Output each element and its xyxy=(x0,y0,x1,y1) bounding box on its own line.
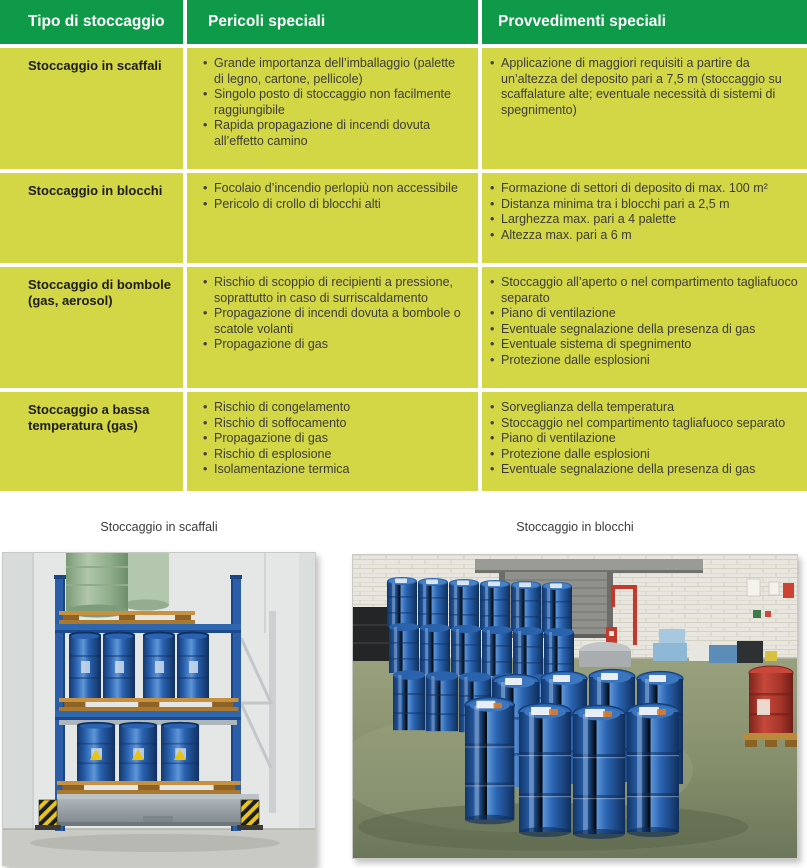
bullet-icon: • xyxy=(490,227,495,242)
bullet-icon: • xyxy=(490,352,495,367)
bullet-icon: • xyxy=(203,275,208,289)
bullet-icon: • xyxy=(203,400,208,414)
lower-drums xyxy=(77,722,199,781)
bullet-icon: • xyxy=(203,462,208,476)
bullet-text: Stoccaggio nel compartimento tagliafuoco separato xyxy=(501,415,786,430)
bullet-text: Protezione dalle esplosioni xyxy=(501,446,650,461)
bullet-icon: • xyxy=(203,431,208,445)
bullet-icon: • xyxy=(490,337,495,351)
bullet-text: Stoccaggio all’aperto o nel compartimento tagliafuoco separato xyxy=(501,275,798,305)
bullet-text: Piano di ventilazione xyxy=(501,306,616,320)
bullet-item xyxy=(203,447,466,463)
bullet-text: Rischio di soffocamento xyxy=(214,415,347,430)
row-3-tipo: Stoccaggio a bassa temperatura (gas) xyxy=(0,392,183,491)
row-0-pericoli xyxy=(187,48,478,169)
bullet-text: Pericolo di crollo di blocchi alti xyxy=(214,196,381,211)
bullet-text: Propagazione di incendi dovuta a bombole o scatole volanti xyxy=(214,306,461,336)
bullet-text: Distanza minima tra i blocchi pari a 2,5 m xyxy=(501,196,730,211)
bullet-item xyxy=(490,462,799,478)
bullet-item xyxy=(490,181,799,197)
bullet-text: Eventuale segnalazione della presenza di gas xyxy=(501,462,756,476)
bullet-text: Formazione di settori di deposito di max. 100 m² xyxy=(501,181,768,195)
bullet-icon: • xyxy=(203,446,208,461)
bullet-item xyxy=(490,353,799,369)
bullet-item xyxy=(490,306,799,322)
bullet-item xyxy=(490,197,799,213)
row-0-provvedimenti xyxy=(482,48,807,169)
bullet-item xyxy=(490,322,799,338)
hazard-guard-left xyxy=(39,800,57,827)
bullet-item xyxy=(490,275,799,306)
bullet-text: Propagazione di gas xyxy=(214,431,328,445)
bullet-icon: • xyxy=(203,337,208,351)
bullet-icon: • xyxy=(490,212,495,226)
block-photo-illustration xyxy=(353,555,797,858)
bullet-text: Rischio di esplosione xyxy=(214,446,332,461)
row-1-pericoli xyxy=(187,173,478,263)
bullet-icon: • xyxy=(490,275,495,289)
hazard-guard-right xyxy=(241,800,259,827)
bullet-text: Grande importanza dell’imballaggio (palette di legno, cartone, pellicole) xyxy=(214,56,456,86)
bullet-item xyxy=(490,228,799,244)
bullet-item xyxy=(203,462,466,478)
row-2-provvedimenti xyxy=(482,267,807,388)
row-1-provvedimenti xyxy=(482,173,807,263)
bullet-icon: • xyxy=(490,321,495,336)
bullet-item xyxy=(203,275,466,306)
bullet-item xyxy=(490,431,799,447)
bullet-text: Larghezza max. pari a 4 palette xyxy=(501,212,677,226)
bullet-text: Isolamentazione termica xyxy=(214,462,350,476)
bullet-item xyxy=(203,197,466,213)
bullet-item xyxy=(203,181,466,197)
row-2-pericoli xyxy=(187,267,478,388)
bullet-icon: • xyxy=(490,306,495,320)
bullet-item xyxy=(490,400,799,416)
row-2-tipo: Stoccaggio di bombole (gas, aerosol) xyxy=(0,267,183,388)
bullet-item xyxy=(490,212,799,228)
bullet-icon: • xyxy=(490,400,495,414)
bullet-text: Applicazione di maggiori requisiti a partire da un’altezza del deposito pari a 7,5 m (stoccaggio su scaffalature alte; eventuale necessità di sistemi di spegnimento) xyxy=(501,56,782,117)
bullet-icon: • xyxy=(490,181,495,195)
bullet-icon: • xyxy=(490,415,495,430)
caption-stoccaggio-in-scaffali: Stoccaggio in scaffali xyxy=(100,520,218,534)
header-provvedimenti-speciali: Provvedimenti speciali xyxy=(482,0,807,44)
bullet-text: Singolo posto di stoccaggio non facilmente raggiungibile xyxy=(214,87,451,117)
bullet-icon: • xyxy=(490,462,495,476)
bullet-icon: • xyxy=(203,118,208,132)
dark-containers xyxy=(353,607,389,661)
bullet-item xyxy=(490,416,799,432)
header-tipo-di-stoccaggio: Tipo di stoccaggio xyxy=(0,0,183,44)
bullet-icon: • xyxy=(490,196,495,211)
spill-sump xyxy=(57,794,259,826)
bullet-text: Focolaio d’incendio perlopiù non accessibile xyxy=(214,181,458,195)
bullet-item xyxy=(203,416,466,432)
bullet-item xyxy=(490,337,799,353)
bullet-item xyxy=(203,400,466,416)
bullet-item xyxy=(490,56,799,118)
rack-photo-illustration xyxy=(3,553,315,865)
bullet-text: Rapida propagazione di incendi dovuta all’effetto camino xyxy=(214,118,431,148)
bullet-item xyxy=(203,306,466,337)
bullet-text: Altezza max. pari a 6 m xyxy=(501,227,632,242)
bullet-item xyxy=(203,87,466,118)
bullet-icon: • xyxy=(203,181,208,195)
bullet-icon: • xyxy=(490,446,495,461)
red-drum xyxy=(743,666,797,747)
bullet-text: Propagazione di gas xyxy=(214,337,328,351)
bullet-icon: • xyxy=(203,56,208,70)
bullet-text: Sorveglianza della temperatura xyxy=(501,400,675,414)
bullet-text: Protezione dalle esplosioni xyxy=(501,352,650,367)
green-drums xyxy=(66,553,169,618)
bullet-icon: • xyxy=(203,196,208,211)
row-0-tipo: Stoccaggio in scaffali xyxy=(0,48,183,169)
bullet-text: Eventuale sistema di spegnimento xyxy=(501,337,692,351)
bullet-item xyxy=(203,431,466,447)
row-3-pericoli xyxy=(187,392,478,491)
bullet-icon: • xyxy=(490,56,495,70)
bullet-icon: • xyxy=(203,415,208,430)
row-1-tipo: Stoccaggio in blocchi xyxy=(0,173,183,263)
bullet-item xyxy=(203,337,466,353)
bullet-icon: • xyxy=(203,306,208,320)
header-pericoli-speciali: Pericoli speciali xyxy=(187,0,478,44)
bullet-text: Rischio di congelamento xyxy=(214,400,351,414)
bullet-icon: • xyxy=(490,431,495,445)
photo-stoccaggio-in-scaffali xyxy=(2,552,316,866)
bullet-item xyxy=(203,118,466,149)
photo-stoccaggio-in-blocchi xyxy=(352,554,798,859)
bullet-item xyxy=(203,56,466,87)
bullet-item xyxy=(490,447,799,463)
bullet-text: Piano di ventilazione xyxy=(501,431,616,445)
bullet-text: Eventuale segnalazione della presenza di gas xyxy=(501,321,756,336)
bullet-icon: • xyxy=(203,87,208,101)
bullet-text: Rischio di scoppio di recipienti a pressione, soprattutto in caso di surriscaldamento xyxy=(214,275,454,305)
caption-stoccaggio-in-blocchi: Stoccaggio in blocchi xyxy=(516,520,634,534)
row-3-provvedimenti xyxy=(482,392,807,491)
